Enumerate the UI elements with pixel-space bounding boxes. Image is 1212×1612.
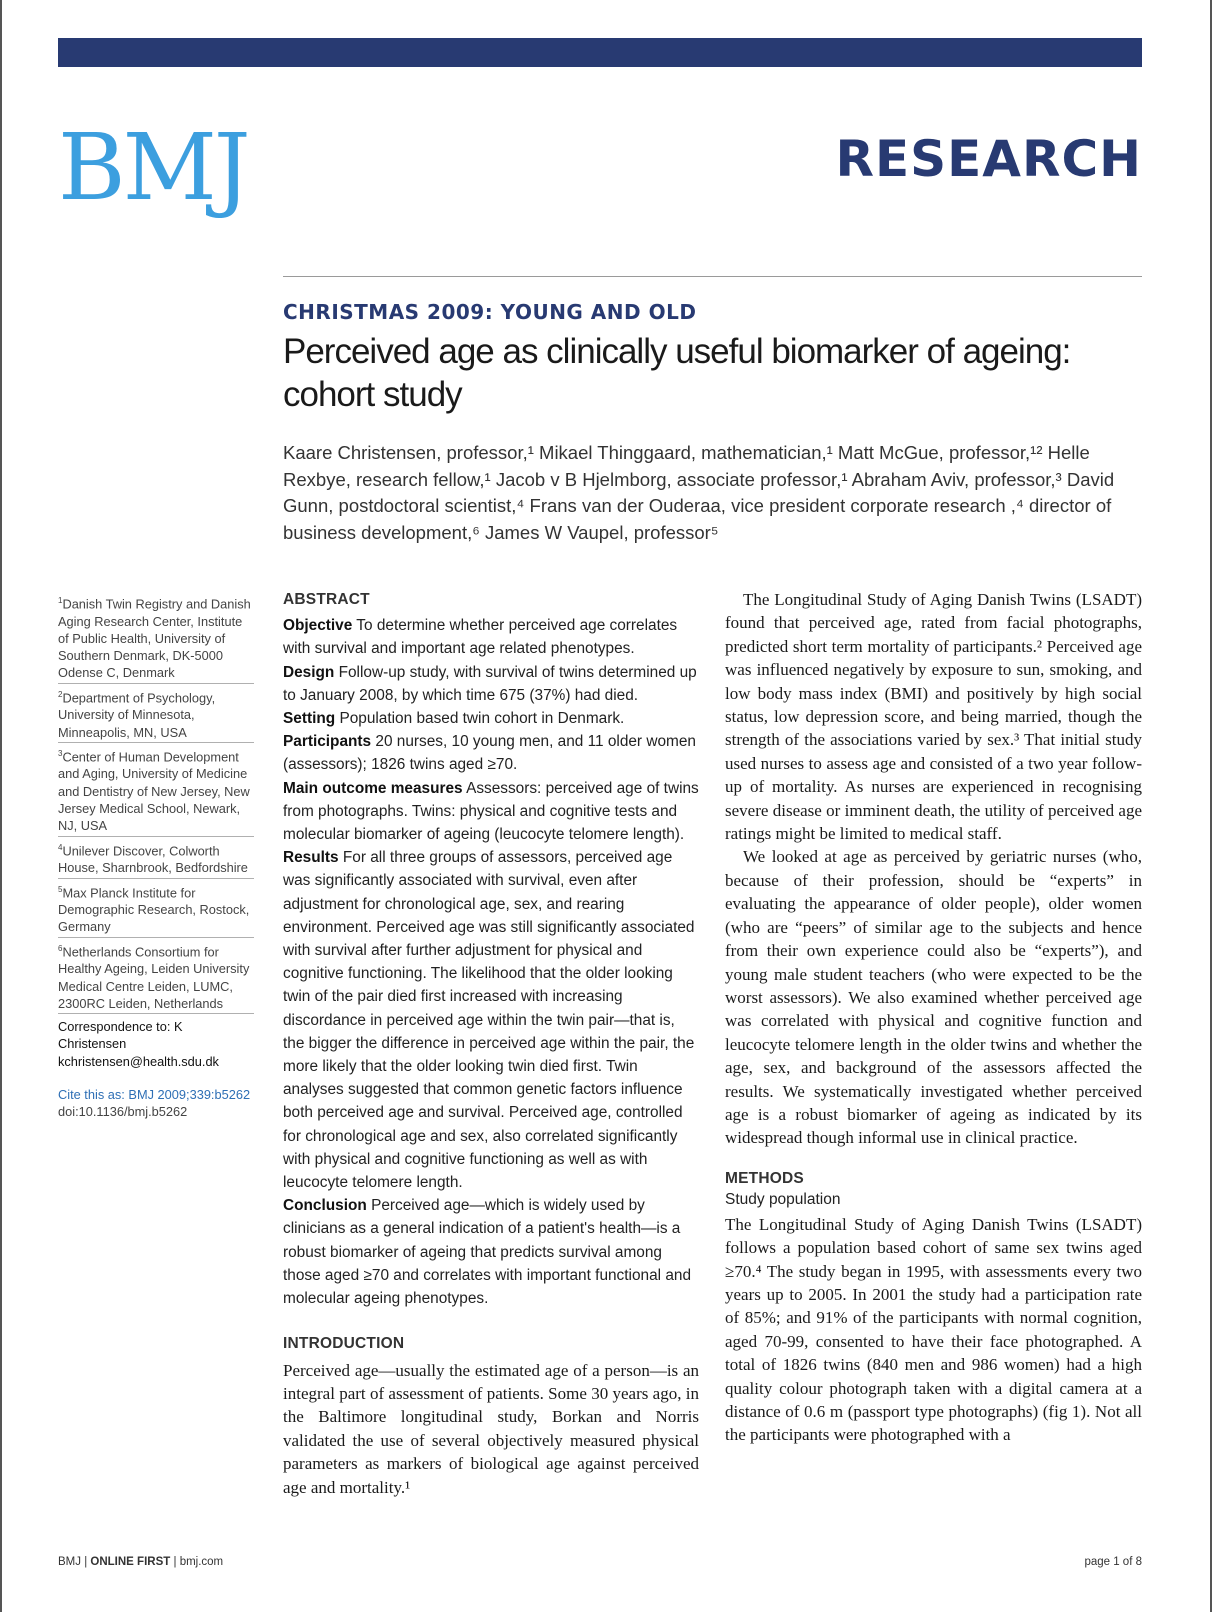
header-rule (283, 276, 1142, 277)
abstract-setting: Setting Population based twin cohort in Denmark. (283, 710, 625, 728)
body-paragraph-2: We looked at age as perceived by geriatric nurses (who, because of their profession, should be “experts” in evaluating the appearance of older people), older women (who are “peers” of similar age to the subjects and hence from their own experience could also be “experts”), and young male student teachers (who were expected to be the worst assessors). We also examined whether perceived age was correlated with physical and cognitive function and leucocyte telomere length in the older twins and whether the age, sex, and background of the assessors affected the results. We systematically investigated whether perceived age is a robust biomarker of ageing as indicated by its widespread though informal use in clinical practice. (725, 847, 1142, 1148)
abstract-participants: Participants 20 nurses, 10 young men, and 11 older women (assessors); 1826 twins aged ≥70. (283, 733, 696, 774)
bmj-logo: BMJ (58, 114, 248, 221)
affiliation-2: $^2$Department of Psychology, University of Minnesota, Minneapolis, MN, USA (58, 686, 254, 743)
right-column (725, 588, 1142, 1447)
affiliation-6: $^6$Netherlands Consortium for Healthy Ageing, Leiden University Medical Centre Leiden, LUMC, 2300RC Leiden, Netherlands (58, 940, 254, 1014)
abstract-results: Results For all three groups of assessors, perceived age was significantly associated with survival, even after adjustment for chronological age, sex, and rearing environment. Perceived age was still significantly associated with survival after further adjustment for physical and cognitive functioning. The likelihood that the older looking twin of the pair died first increased with increasing discordance in perceived age within the twin pair—that is, the bigger the difference in perceived age within the pair, the more likely that the older looking twin died first. Twin analyses suggested that common genetic factors influence both perceived age and survival. Perceived age, controlled for chronological age and sex, also correlated significantly with physical and cognitive functioning as well as with leucocyte telomere length. (283, 849, 695, 1192)
methods-heading: METHODS (725, 1169, 804, 1187)
affiliations-column (58, 592, 254, 1121)
introduction-heading: INTRODUCTION (283, 1335, 405, 1353)
abstract-column (283, 588, 699, 1499)
footer-separator-2: | (173, 1556, 177, 1568)
correspondence-label: Correspondence to: K Christensen (58, 1019, 183, 1052)
introduction-paragraph: Perceived age—usually the estimated age of a person—is an integral part of assessment of patients. Some 30 years ago, in the Baltimore longitudinal study, Borkan and Norris validated the use of several objectively measured physical parameters as markers of biological age against perceived age and mortality.¹ (283, 1360, 699, 1497)
page-number: page 1 of 8 (1084, 1556, 1142, 1568)
cite-label: Cite this as: BMJ 2009;339:b5262 (58, 1087, 251, 1103)
footer-left (58, 1556, 223, 1568)
affiliation-3: $^3$Center of Human Development and Aging, University of Medicine and Dentistry of New Jersey, New Jersey Medical School, Newark, NJ, USA (58, 745, 254, 837)
footer-journal: BMJ (58, 1556, 81, 1568)
author-list: Kaare Christensen, professor,¹ Mikael Thinggaard, mathematician,¹ Matt McGue, professor,¹² Helle Rexbye, research fellow,¹ Jacob v B Hjelmborg, associate professor,¹ Abraham Aviv, professor,³ David Gunn, postdoctoral scientist,⁴ Frans van der Ouderaa, vice president corporate research ,⁴ director of business development,⁶ James W Vaupel, professor⁵ (283, 442, 1115, 543)
study-population-heading: Study population (725, 1190, 841, 1208)
abstract-heading: ABSTRACT (283, 591, 370, 608)
footer-site[interactable]: bmj.com (179, 1556, 224, 1568)
abstract-design: Design Follow-up study, with survival of twins determined up to January 2008, by which time 675 (37%) had died. (283, 663, 697, 704)
correspondence-email[interactable]: kchristensen@health.sdu.dk (58, 1053, 219, 1069)
affiliation-1: $^1$Danish Twin Registry and Danish Aging Research Center, Institute of Public Health, University of Southern Denmark, DK-5000 Odense C, Denmark (58, 592, 254, 684)
footer-online-first: ONLINE FIRST (90, 1556, 171, 1568)
abstract-outcome: Main outcome measures Assessors: perceived age of twins from photographs. Twins: physical and cognitive tests and molecular biomarker of ageing (leucocyte telomere length). (283, 779, 699, 844)
page-edge-left (0, 0, 2, 1612)
kicker: CHRISTMAS 2009: YOUNG AND OLD (283, 300, 697, 324)
body-paragraph-1: The Longitudinal Study of Aging Danish Twins (LSADT) found that perceived age, rated from facial photographs, predicted short term mortality of participants.² Perceived age was influenced negatively by exposure to sun, smoking, and low body mass index (BMI) and positively by high social status, low depression score, and being married, though the strength of the associations varied by sex.³ That initial study used nurses to assess age and consisted of a two year follow-up of mortality. As nurses are experienced in recognising severe disease or imminent death, the utility of perceived age ratings might be limited to medical staff. (725, 590, 1142, 844)
section-label: RESEARCH (835, 130, 1142, 188)
correspondence (58, 1018, 254, 1070)
footer-separator-1: | (84, 1556, 88, 1568)
abstract-conclusion: Conclusion Perceived age—which is widely used by clinicians as a general indication of a patient's health—is a robust biomarker of ageing that predicts survival among those aged ≥70 and correlates with important functional and molecular ageing phenotypes. (283, 1197, 692, 1308)
article-title: Perceived age as clinically useful biomarker of ageing: cohort study (283, 332, 1071, 414)
doi[interactable]: doi:10.1136/bmj.b5262 (58, 1104, 188, 1120)
citation (58, 1086, 254, 1121)
affiliation-5: $^5$Max Planck Institute for Demographic Research, Rostock, Germany (58, 881, 254, 938)
abstract-objective: Objective To determine whether perceived age correlates with survival and important age related phenotypes. (283, 617, 678, 658)
affiliation-4: $^4$Unilever Discover, Colworth House, Sharnbrook, Bedfordshire (58, 839, 254, 879)
header-color-bar (58, 38, 1142, 67)
body-paragraph-3: The Longitudinal Study of Aging Danish Twins (LSADT) follows a population based cohort of same sex twins aged ≥70.⁴ The study began in 1995, with assessments every two years up to 2005. In 2001 the study had a participation rate of 85%; and 91% of the participants with normal cognition, aged 70-99, consented to have their face photographed. A total of 1826 twins (840 men and 986 women) had a high quality colour photograph taken with a digital camera at a distance of 0.6 m (passport type photographs) (fig 1). Not all the participants were photographed with a (725, 1214, 1142, 1445)
